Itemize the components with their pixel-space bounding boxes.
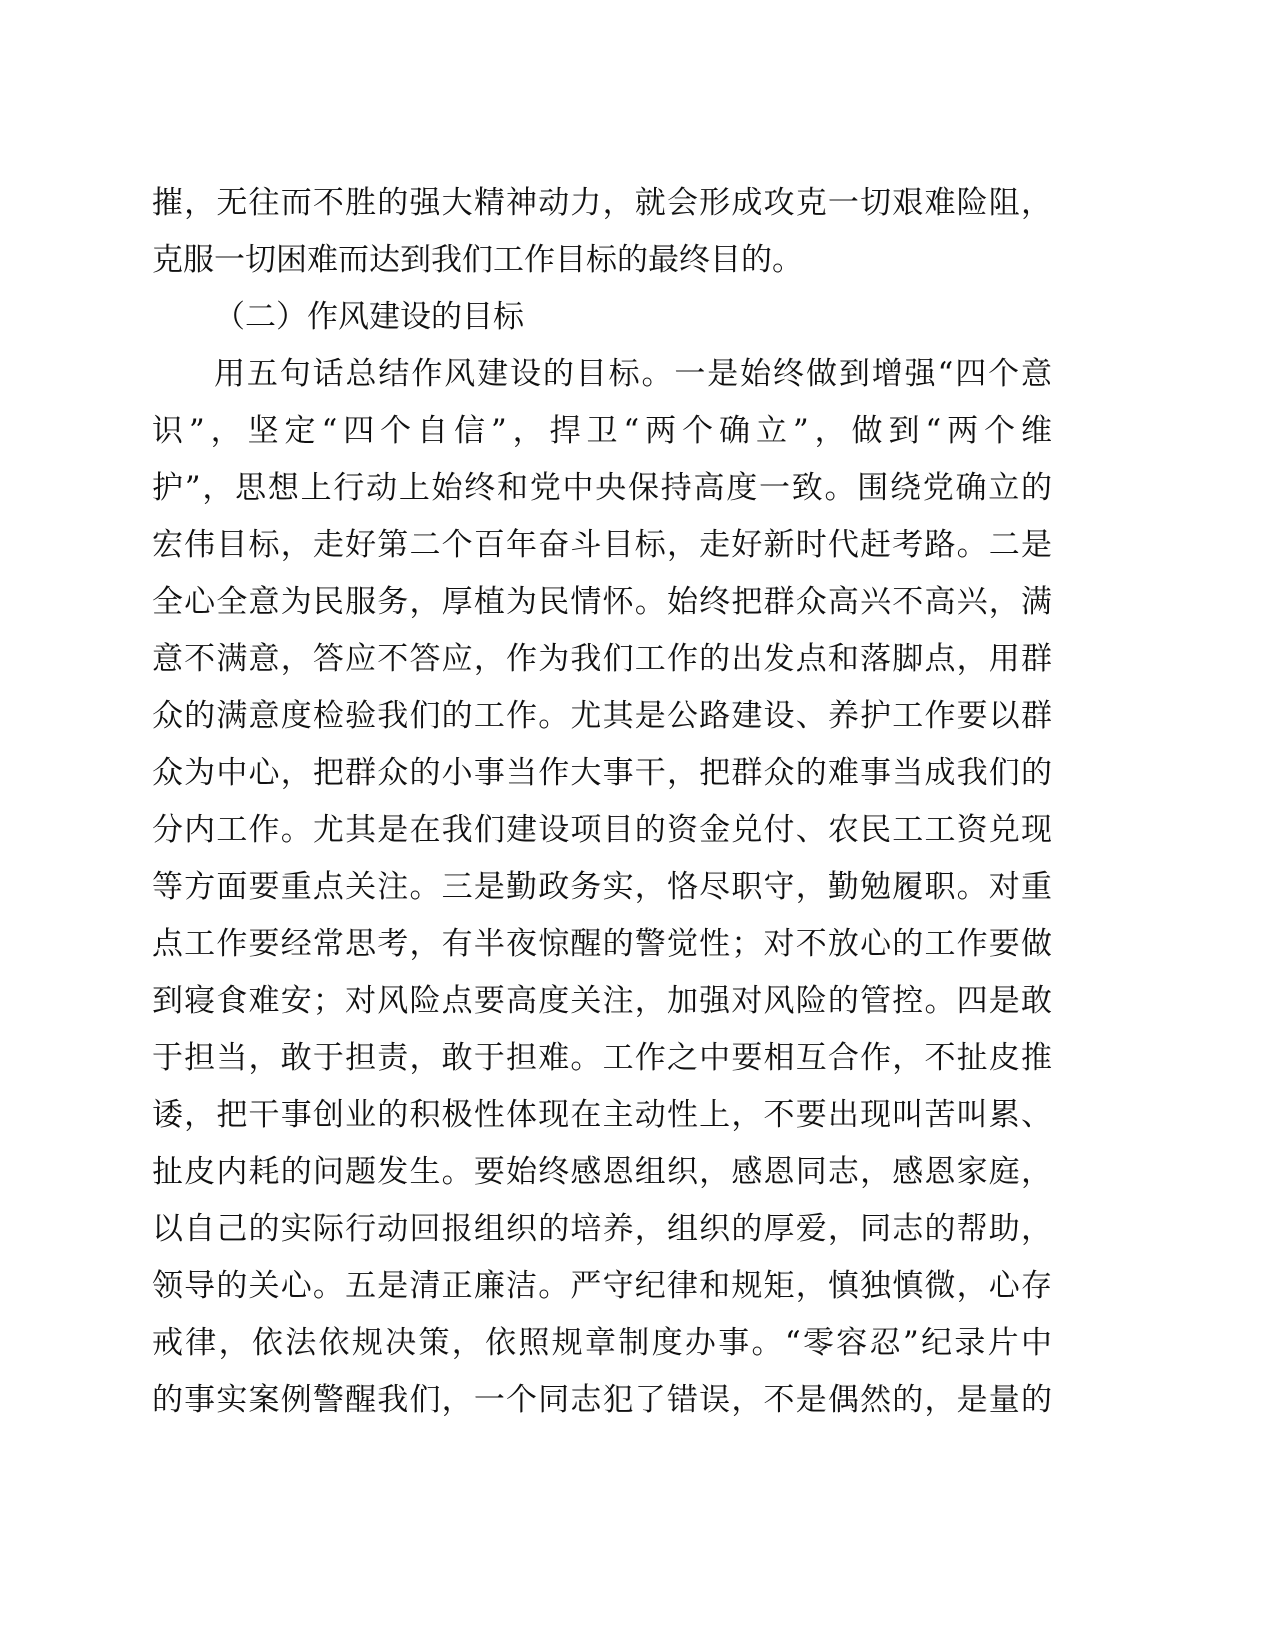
- text-line: 扯皮内耗的问题发生。要始终感恩组织，感恩同志，感恩家庭，: [152, 1154, 1052, 1190]
- text-line: 诿，把干事创业的积极性体现在主动性上，不要出现叫苦叫累、: [152, 1097, 1052, 1133]
- text-line: 全心全意为民服务，厚植为民情怀。始终把群众高兴不高兴，满: [152, 584, 1052, 620]
- text-line: 以自己的实际行动回报组织的培养，组织的厚爱，同志的帮助，: [152, 1211, 1052, 1247]
- paragraph-end-line: 克服一切困难而达到我们工作目标的最终目的。: [152, 242, 803, 278]
- text-line: 意不满意，答应不答应，作为我们工作的出发点和落脚点，用群: [152, 641, 1052, 677]
- text-line: 众为中心，把群众的小事当作大事干，把群众的难事当成我们的: [152, 755, 1052, 791]
- text-line: 分内工作。尤其是在我们建设项目的资金兑付、农民工工资兑现: [152, 812, 1052, 848]
- body-text: [152, 175, 1052, 1429]
- text-line: 戒律，依法依规决策，依照规章制度办事。“零容忍”纪录片中: [152, 1325, 1052, 1361]
- text-line: 摧，无往而不胜的强大精神动力，就会形成攻克一切艰难险阻，: [152, 185, 1052, 221]
- section-heading: （二）作风建设的目标: [214, 299, 524, 335]
- paragraph-first-line: 用五句话总结作风建设的目标。一是始终做到增强“四个意: [214, 356, 1052, 392]
- text-line: 护”，思想上行动上始终和党中央保持高度一致。围绕党确立的: [152, 470, 1052, 506]
- text-line: 点工作要经常思考，有半夜惊醒的警觉性；对不放心的工作要做: [152, 926, 1052, 962]
- text-line: 等方面要重点关注。三是勤政务实，恪尽职守，勤勉履职。对重: [152, 869, 1052, 905]
- text-line: 宏伟目标，走好第二个百年奋斗目标，走好新时代赶考路。二是: [152, 527, 1052, 563]
- text-line: 领导的关心。五是清正廉洁。严守纪律和规矩，慎独慎微，心存: [152, 1268, 1052, 1304]
- text-line: 于担当，敢于担责，敢于担难。工作之中要相互合作，不扯皮推: [152, 1040, 1052, 1076]
- text-line: 众的满意度检验我们的工作。尤其是公路建设、养护工作要以群: [152, 698, 1052, 734]
- text-line: 的事实案例警醒我们，一个同志犯了错误，不是偶然的，是量的: [152, 1382, 1052, 1418]
- text-line: 识”，坚定“四个自信”，捍卫“两个确立”，做到“两个维: [152, 413, 1052, 449]
- text-line: 到寝食难安；对风险点要高度关注，加强对风险的管控。四是敢: [152, 983, 1052, 1019]
